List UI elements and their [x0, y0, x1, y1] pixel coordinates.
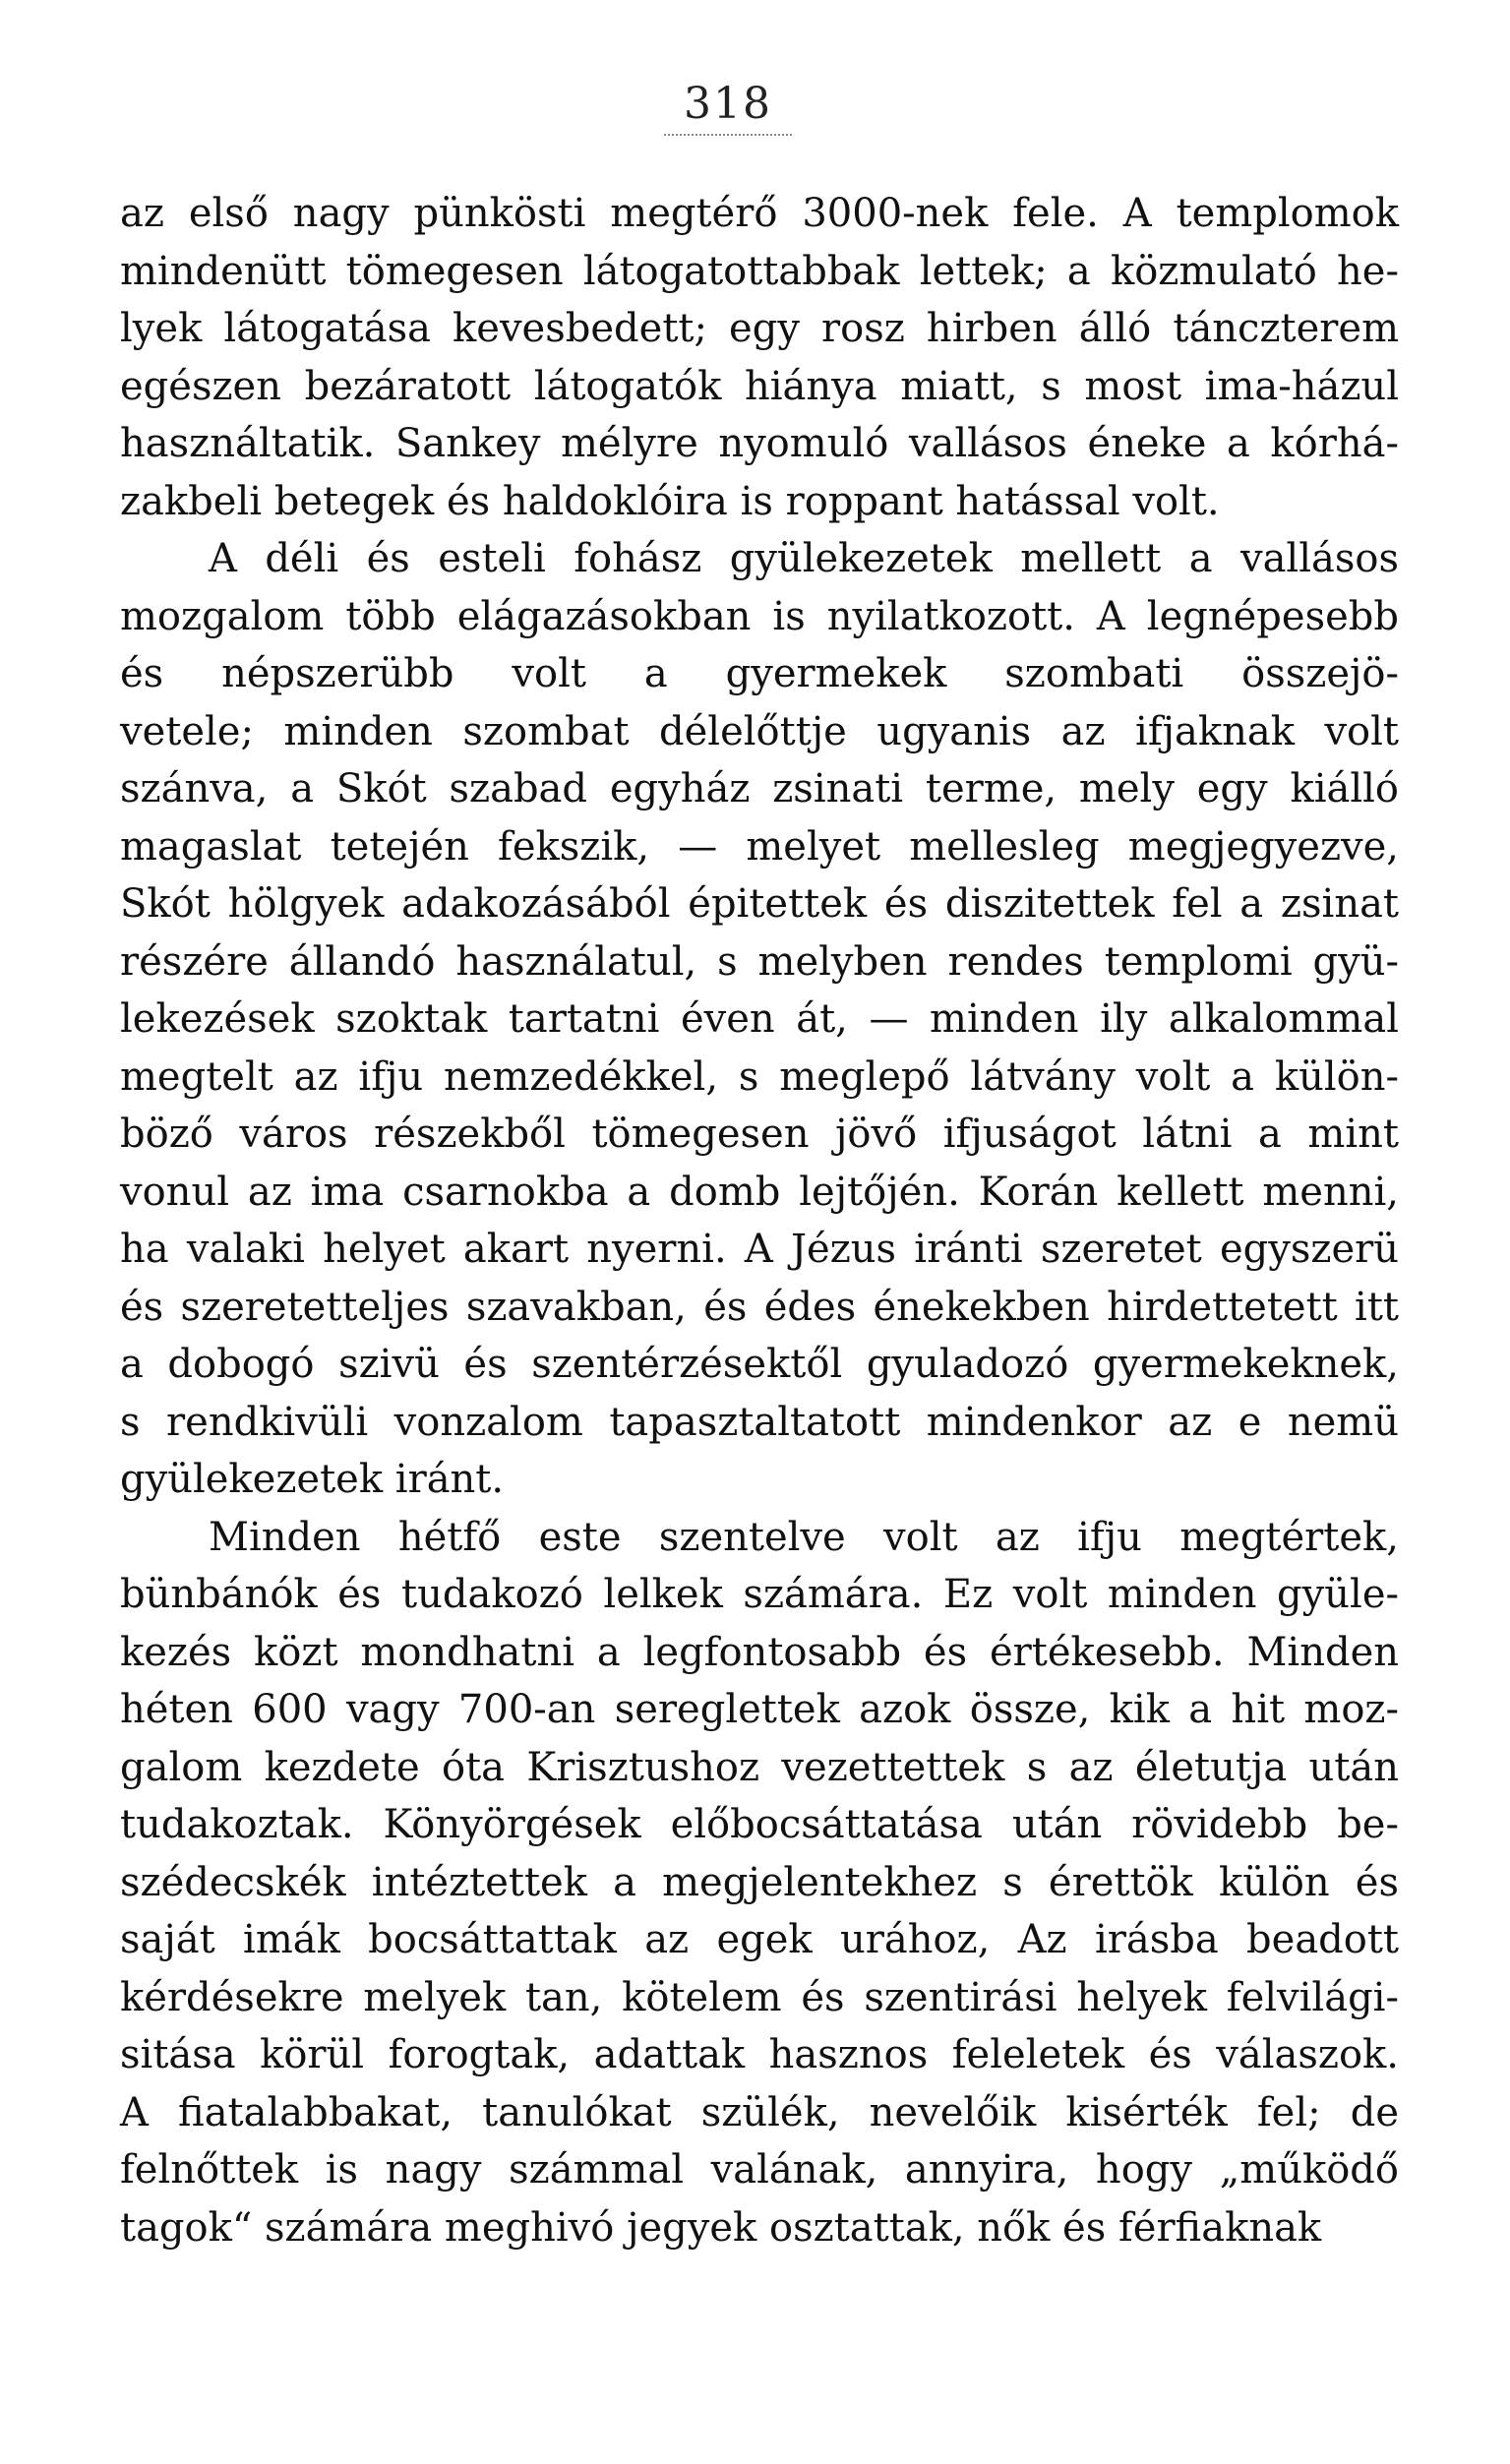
text-line: galom kezdete óta Krisztushoz vezettettek s az életutja után: [120, 1744, 1399, 1790]
text-line: lyek látogatása kevesbedett; egy rosz hirben álló tánczterem: [120, 306, 1399, 351]
text-line: a dobogó szivü és szentérzésektől gyuladozó gyermekeknek,: [120, 1342, 1399, 1387]
text-line: használtatik. Sankey mélyre nyomuló vallásos éneke a kórhá-: [120, 421, 1399, 466]
text-line: megtelt az ifju nemzedékkel, s meglepő látvány volt a külön-: [120, 1053, 1399, 1100]
text-line: A fiatalabbakat, tanulókat szülék, nevelőik kisérték fel; de: [120, 2089, 1399, 2135]
text-line: zakbeli betegek és haldoklóira is roppant hatással volt.: [120, 478, 1220, 524]
text-line: vetele; minden szombat délelőttje ugyanis az ifjaknak volt: [120, 708, 1399, 754]
page-number: 318: [684, 79, 772, 129]
text-line: bünbánók és tudakozó lelkek számára. Ez volt minden gyüle-: [120, 1572, 1399, 1617]
text-line: tagok“ számára meghivó jegyek osztattak, nők és férfiaknak: [120, 2204, 1322, 2251]
text-line: mozgalom több elágazásokban is nyilatkozott. A legnépesebb: [120, 593, 1399, 639]
text-line: vonul az ima csarnokba a domb lejtőjén. Korán kellett menni,: [120, 1169, 1399, 1215]
text-line: Skót hölgyek adakozásából épitettek és diszitettek fel a zsinat: [120, 881, 1399, 927]
text-line: A déli és esteli fohász gyülekezetek mellett a vallásos: [209, 536, 1399, 581]
text-line: tudakoztak. Könyörgések előbocsáttatása után rövidebb be-: [120, 1802, 1399, 1847]
text-line: sitása körül forogtak, adattak hasznos feleletek és válaszok.: [120, 2032, 1399, 2077]
text-line: Minden hétfő este szentelve volt az ifju megtértek,: [209, 1514, 1399, 1560]
text-line: s rendkivüli vonzalom tapasztaltatott mindenkor az e nemü: [120, 1399, 1399, 1445]
text-line: részére állandó használatul, s melyben rendes templomi gyü-: [120, 938, 1399, 985]
page-number-ornament: [664, 134, 792, 146]
text-line: böző város részekből tömegesen jövő ifjuságot látni a mint: [120, 1112, 1399, 1157]
text-line: héten 600 vagy 700-an sereglettek azok össze, kik a hit moz-: [120, 1687, 1399, 1732]
text-line: kezés közt mondhatni a legfontosabb és értékesebb. Minden: [120, 1629, 1399, 1675]
text-line: lekezések szoktak tartatni éven át, — minden ily alkalommal: [120, 996, 1399, 1042]
text-line: felnőttek is nagy számmal valának, annyira, hogy „működő: [120, 2147, 1399, 2193]
text-line: gyülekezetek iránt.: [120, 1457, 505, 1502]
text-line: egészen bezáratott látogatók hiánya miatt, s most ima-házul: [120, 363, 1399, 409]
text-line: mindenütt tömegesen látogatottabbak lettek; a közmulató he-: [120, 248, 1399, 294]
body-text: [120, 185, 1399, 2256]
text-line: ha valaki helyet akart nyerni. A Jézus iránti szeretet egyszerü: [120, 1227, 1399, 1272]
text-line: szánva, a Skót szabad egyház zsinati terme, mely egy kiálló: [120, 766, 1399, 811]
text-line: magaslat tetején fekszik, — melyet mellesleg megjegyezve,: [120, 823, 1399, 870]
text-line: az első nagy pünkösti megtérő 3000-nek fele. A templomok: [120, 191, 1399, 236]
text-line: saját imák bocsáttattak az egek urához, Az irásba beadott: [120, 1917, 1399, 1962]
text-line: és szeretetteljes szavakban, és édes énekekben hirdettetett itt: [120, 1284, 1399, 1330]
text-line: és népszerübb volt a gyermekek szombati összejö-: [120, 651, 1399, 696]
text-line: kérdésekre melyek tan, kötelem és szentirási helyek felvilági-: [120, 1974, 1399, 2020]
text-line: szédecskék intéztettek a megjelentekhez s érettök külön és: [120, 1859, 1399, 1905]
